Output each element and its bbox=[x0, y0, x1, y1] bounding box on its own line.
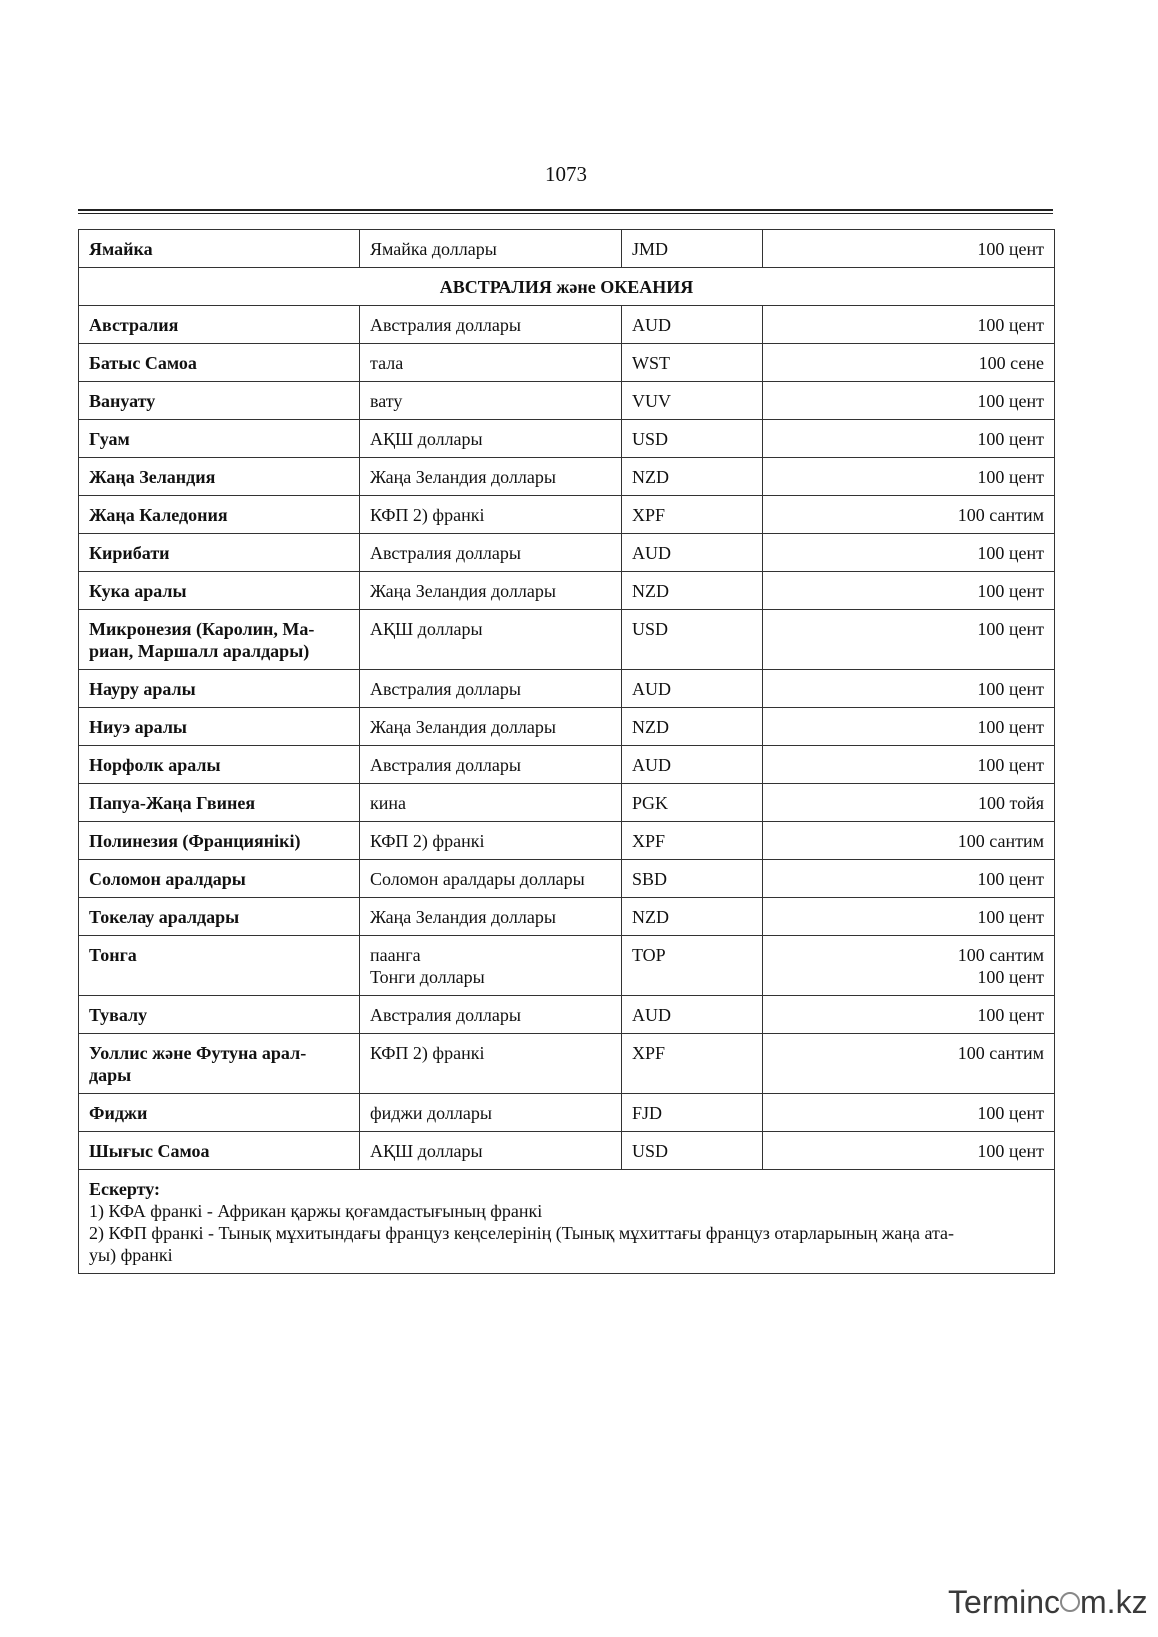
code-cell: AUD bbox=[622, 534, 763, 572]
currency-table-body bbox=[79, 230, 1055, 306]
country-line: Тувалу bbox=[89, 1005, 148, 1025]
country-cell bbox=[79, 746, 360, 784]
subunit-line: 100 цент bbox=[977, 391, 1044, 411]
subunit-line: 100 цент bbox=[977, 315, 1044, 335]
currency-line: паанга bbox=[370, 945, 421, 965]
country-cell bbox=[79, 1094, 360, 1132]
table-row bbox=[79, 344, 1055, 382]
table-row bbox=[79, 936, 1055, 996]
country-line: Кука аралы bbox=[89, 581, 187, 601]
currency-line: КФП 2) франкі bbox=[370, 505, 485, 525]
country-cell bbox=[79, 936, 360, 996]
country-line: Жаңа Каледония bbox=[89, 505, 228, 525]
currency-cell bbox=[360, 1094, 622, 1132]
table-row bbox=[79, 1094, 1055, 1132]
table-row bbox=[79, 1034, 1055, 1094]
subunit-cell bbox=[763, 344, 1055, 382]
table-row bbox=[79, 784, 1055, 822]
subunit-line: 100 цент bbox=[977, 1141, 1044, 1161]
notes-row bbox=[79, 1170, 1055, 1274]
code-cell: AUD bbox=[622, 670, 763, 708]
site-logo bbox=[948, 1584, 1153, 1629]
currency-line: Соломон аралдары доллары bbox=[370, 869, 585, 889]
table-row bbox=[79, 496, 1055, 534]
code-cell: NZD bbox=[622, 458, 763, 496]
country-cell bbox=[79, 420, 360, 458]
currency-table-rows bbox=[79, 306, 1055, 1170]
country-line: Микронезия (Каролин, Ма- bbox=[89, 619, 315, 639]
currency-cell bbox=[360, 610, 622, 670]
currency-cell bbox=[360, 746, 622, 784]
country-cell bbox=[79, 1132, 360, 1170]
table-row bbox=[79, 420, 1055, 458]
currency-line: Австралия доллары bbox=[370, 543, 521, 563]
code-cell: NZD bbox=[622, 898, 763, 936]
currency-line: КФП 2) франкі bbox=[370, 831, 485, 851]
subunit-cell bbox=[763, 708, 1055, 746]
subunit-cell bbox=[763, 822, 1055, 860]
country-cell bbox=[79, 344, 360, 382]
subunit-line: 100 цент bbox=[977, 679, 1044, 699]
country-line: Уоллис және Футуна арал- bbox=[89, 1043, 307, 1063]
country-cell bbox=[79, 306, 360, 344]
code-cell: NZD bbox=[622, 572, 763, 610]
country-cell bbox=[79, 670, 360, 708]
country-cell bbox=[79, 496, 360, 534]
code-cell: XPF bbox=[622, 1034, 763, 1094]
currency-cell bbox=[360, 344, 622, 382]
country-line: Шығыс Самоа bbox=[89, 1141, 210, 1161]
notes-title: Ескерту: bbox=[89, 1179, 161, 1199]
subunit-cell bbox=[763, 458, 1055, 496]
country-line: дары bbox=[89, 1065, 132, 1085]
currency-cell bbox=[360, 860, 622, 898]
currency-cell bbox=[360, 936, 622, 996]
table-row bbox=[79, 1132, 1055, 1170]
subunit-cell bbox=[763, 306, 1055, 344]
table-row bbox=[79, 572, 1055, 610]
currency-cell bbox=[360, 572, 622, 610]
logo-suffix: m.kz bbox=[1080, 1584, 1148, 1620]
country-line: Вануату bbox=[89, 391, 156, 411]
subunit-cell bbox=[763, 898, 1055, 936]
subunit-cell bbox=[763, 610, 1055, 670]
country-line: Кирибати bbox=[89, 543, 170, 563]
country-line: Науру аралы bbox=[89, 679, 196, 699]
subunit-cell bbox=[763, 572, 1055, 610]
code-cell: USD bbox=[622, 1132, 763, 1170]
country-cell bbox=[79, 708, 360, 746]
country-line: риан, Маршалл аралдары) bbox=[89, 641, 310, 661]
table-row bbox=[79, 670, 1055, 708]
country-cell bbox=[79, 822, 360, 860]
note-text-line: уы) франкі bbox=[89, 1245, 173, 1265]
currency-table bbox=[78, 229, 1055, 1274]
note-text-line: 2) КФП франкі - Тынық мұхитындағы француз кеңселерінің (Тынық мұхиттағы француз отарларының жаңа ата- bbox=[89, 1223, 955, 1243]
note-line: 1) КФА франкі - Африкан қаржы қоғамдастығының франкі bbox=[89, 1201, 543, 1221]
subunit-line: 100 цент bbox=[977, 907, 1044, 927]
currency-cell bbox=[360, 382, 622, 420]
currency-line: тала bbox=[370, 353, 404, 373]
subunit-line: 100 цент bbox=[977, 429, 1044, 449]
currency-cell: Ямайка доллары bbox=[360, 230, 622, 268]
country-line: Папуа-Жаңа Гвинея bbox=[89, 793, 256, 813]
currency-cell bbox=[360, 1034, 622, 1094]
currency-cell bbox=[360, 534, 622, 572]
table-row bbox=[79, 458, 1055, 496]
table-row bbox=[79, 306, 1055, 344]
subunit-cell bbox=[763, 746, 1055, 784]
code-cell: FJD bbox=[622, 1094, 763, 1132]
country-line: Соломон аралдары bbox=[89, 869, 246, 889]
notes-cell bbox=[79, 1170, 1055, 1274]
country-line: Гуам bbox=[89, 429, 130, 449]
currency-cell bbox=[360, 784, 622, 822]
country-cell bbox=[79, 898, 360, 936]
country-cell bbox=[79, 996, 360, 1034]
table-row bbox=[79, 230, 1055, 268]
subunit-line: 100 сантим bbox=[957, 831, 1044, 851]
section-title: АВСТРАЛИЯ және ОКЕАНИЯ bbox=[79, 268, 1055, 306]
country-line: Австралия bbox=[89, 315, 179, 335]
subunit-line: 100 цент bbox=[977, 967, 1044, 987]
subunit-cell bbox=[763, 670, 1055, 708]
subunit-line: 100 цент bbox=[977, 1103, 1044, 1123]
currency-line: фиджи доллары bbox=[370, 1103, 492, 1123]
subunit-line: 100 цент bbox=[977, 619, 1044, 639]
notes-section bbox=[79, 1170, 1055, 1274]
country-cell bbox=[79, 382, 360, 420]
table-row bbox=[79, 822, 1055, 860]
currency-line: Жаңа Зеландия доллары bbox=[370, 467, 556, 487]
code-cell: SBD bbox=[622, 860, 763, 898]
logo-prefix: T bbox=[948, 1584, 964, 1620]
subunit-cell bbox=[763, 936, 1055, 996]
country-line: Жаңа Зеландия bbox=[89, 467, 216, 487]
country-line: Норфолк аралы bbox=[89, 755, 221, 775]
country-cell bbox=[79, 534, 360, 572]
code-cell: WST bbox=[622, 344, 763, 382]
table-row bbox=[79, 382, 1055, 420]
currency-line: Тонги доллары bbox=[370, 967, 485, 987]
subunit-line: 100 сене bbox=[978, 353, 1044, 373]
country-line: Тонга bbox=[89, 945, 137, 965]
country-cell bbox=[79, 610, 360, 670]
country-line: Батыс Самоа bbox=[89, 353, 197, 373]
header-rule-thin bbox=[78, 213, 1053, 214]
country-line: Фиджи bbox=[89, 1103, 148, 1123]
subunit-line: 100 цент bbox=[977, 581, 1044, 601]
currency-cell bbox=[360, 670, 622, 708]
subunit-line: 100 цент bbox=[977, 543, 1044, 563]
code-cell: AUD bbox=[622, 306, 763, 344]
table-row bbox=[79, 898, 1055, 936]
subunit-line: 100 цент bbox=[977, 717, 1044, 737]
subunit-cell bbox=[763, 784, 1055, 822]
country-cell bbox=[79, 784, 360, 822]
code-cell: JMD bbox=[622, 230, 763, 268]
subunit-line: 100 тойя bbox=[977, 793, 1044, 813]
currency-line: АҚШ доллары bbox=[370, 619, 483, 639]
currency-cell bbox=[360, 822, 622, 860]
subunit-cell bbox=[763, 1094, 1055, 1132]
page-number: 1073 bbox=[545, 162, 587, 186]
currency-line: Жаңа Зеландия доллары bbox=[370, 907, 556, 927]
currency-line: Австралия доллары bbox=[370, 315, 521, 335]
code-cell: XPF bbox=[622, 822, 763, 860]
note-line bbox=[89, 1222, 1044, 1266]
code-cell: USD bbox=[622, 610, 763, 670]
subunit-cell bbox=[763, 382, 1055, 420]
currency-cell bbox=[360, 306, 622, 344]
table-row bbox=[79, 534, 1055, 572]
country-cell bbox=[79, 860, 360, 898]
subunit-cell bbox=[763, 496, 1055, 534]
currency-line: вату bbox=[370, 391, 403, 411]
currency-line: Австралия доллары bbox=[370, 755, 521, 775]
currency-cell bbox=[360, 898, 622, 936]
currency-cell bbox=[360, 420, 622, 458]
currency-cell bbox=[360, 458, 622, 496]
code-cell: XPF bbox=[622, 496, 763, 534]
header-rule bbox=[78, 209, 1053, 211]
subunit-line: 100 цент bbox=[977, 869, 1044, 889]
code-cell: TOP bbox=[622, 936, 763, 996]
code-cell: AUD bbox=[622, 746, 763, 784]
logo-text: erminc bbox=[964, 1584, 1061, 1620]
subunit-cell bbox=[763, 534, 1055, 572]
magnifier-icon bbox=[1060, 1592, 1080, 1612]
table-row bbox=[79, 708, 1055, 746]
code-cell: NZD bbox=[622, 708, 763, 746]
subunit-line: 100 цент bbox=[977, 755, 1044, 775]
currency-line: Австралия доллары bbox=[370, 679, 521, 699]
code-cell: VUV bbox=[622, 382, 763, 420]
subunit-line: 100 цент bbox=[977, 467, 1044, 487]
currency-line: Жаңа Зеландия доллары bbox=[370, 717, 556, 737]
currency-cell bbox=[360, 1132, 622, 1170]
subunit-cell bbox=[763, 420, 1055, 458]
subunit-cell bbox=[763, 996, 1055, 1034]
country-cell: Ямайка bbox=[79, 230, 360, 268]
table-row bbox=[79, 746, 1055, 784]
code-cell: PGK bbox=[622, 784, 763, 822]
currency-line: АҚШ доллары bbox=[370, 1141, 483, 1161]
code-cell: USD bbox=[622, 420, 763, 458]
subunit-line: 100 сантим bbox=[957, 505, 1044, 525]
section-row bbox=[79, 268, 1055, 306]
currency-cell bbox=[360, 708, 622, 746]
country-line: Токелау аралдары bbox=[89, 907, 240, 927]
code-cell: AUD bbox=[622, 996, 763, 1034]
currency-line: АҚШ доллары bbox=[370, 429, 483, 449]
table-row bbox=[79, 860, 1055, 898]
currency-cell bbox=[360, 996, 622, 1034]
subunit-cell: 100 цент bbox=[763, 230, 1055, 268]
currency-line: Австралия доллары bbox=[370, 1005, 521, 1025]
country-cell bbox=[79, 1034, 360, 1094]
subunit-cell bbox=[763, 1132, 1055, 1170]
currency-line: Жаңа Зеландия доллары bbox=[370, 581, 556, 601]
currency-line: кина bbox=[370, 793, 406, 813]
subunit-cell bbox=[763, 1034, 1055, 1094]
subunit-line: 100 сантим bbox=[957, 1043, 1044, 1063]
country-line: Ниуэ аралы bbox=[89, 717, 187, 737]
table-row bbox=[79, 996, 1055, 1034]
currency-cell bbox=[360, 496, 622, 534]
country-cell bbox=[79, 458, 360, 496]
subunit-line: 100 цент bbox=[977, 1005, 1044, 1025]
country-line: Полинезия (Франциянікі) bbox=[89, 831, 301, 851]
subunit-line: 100 сантим bbox=[957, 945, 1044, 965]
country-cell bbox=[79, 572, 360, 610]
subunit-cell bbox=[763, 860, 1055, 898]
table-row bbox=[79, 610, 1055, 670]
currency-line: КФП 2) франкі bbox=[370, 1043, 485, 1063]
